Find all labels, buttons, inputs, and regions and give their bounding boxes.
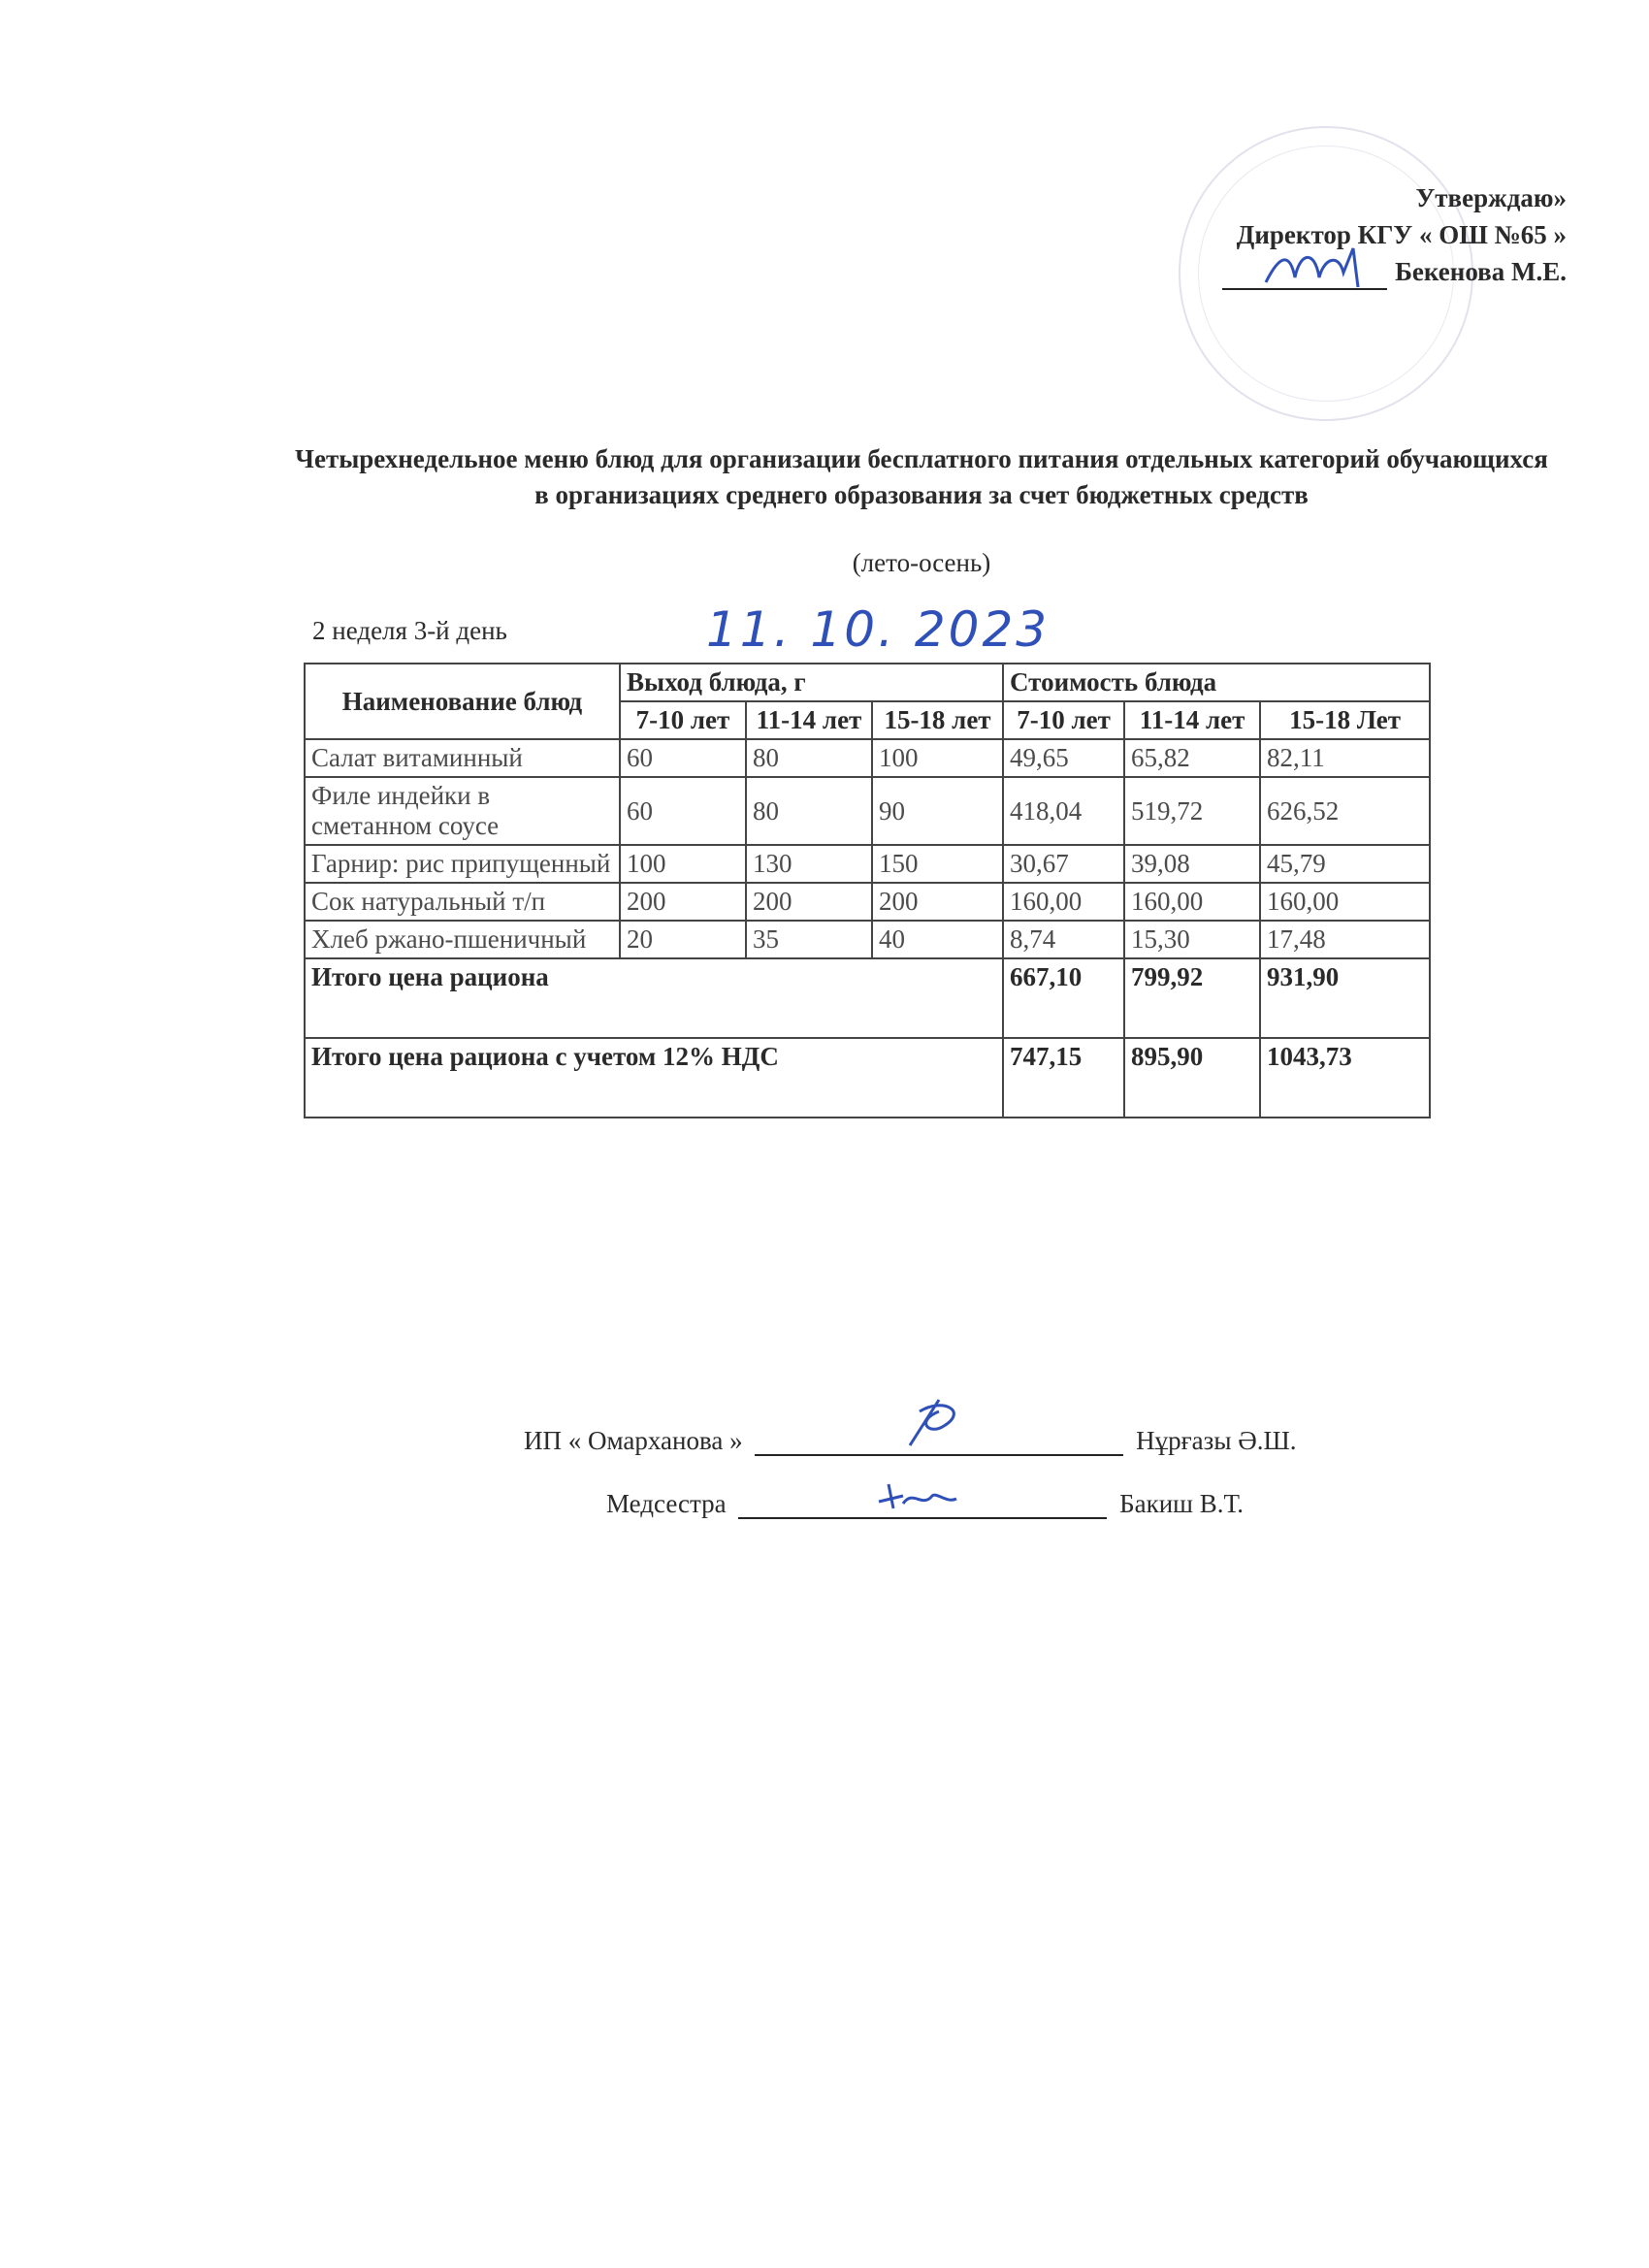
output-cell: 200 (872, 883, 1003, 921)
total-vat-value: 1043,73 (1260, 1038, 1430, 1118)
output-cell: 200 (620, 883, 746, 921)
season-label: (лето-осень) (852, 548, 991, 577)
total-vat-label: Итого цена рациона с учетом 12% НДС (305, 1038, 1003, 1118)
output-cell: 60 (620, 777, 746, 845)
approval-signature-line (1222, 253, 1567, 290)
approval-line1: Утверждаю» (1415, 183, 1567, 212)
cost-cell: 30,67 (1003, 845, 1124, 883)
cost-cell: 82,11 (1260, 739, 1430, 777)
header-age: 15-18 Лет (1260, 701, 1430, 739)
nurse-signature-line (738, 1492, 1107, 1519)
supplier-name: Нұрғазы Ә.Ш. (1136, 1426, 1297, 1455)
nurse-name: Бакиш В.Т. (1119, 1489, 1244, 1518)
table-header-row (305, 664, 1430, 701)
output-cell: 80 (746, 777, 872, 845)
total-value: 799,92 (1124, 958, 1260, 1038)
header-age: 7-10 лет (1003, 701, 1124, 739)
cost-cell: 626,52 (1260, 777, 1430, 845)
cost-cell: 45,79 (1260, 845, 1430, 883)
output-cell: 40 (872, 921, 1003, 958)
document-title: Четырехнедельное меню блюд для организации бесплатного питания отдельных категорий обучающихся в организациях среднего образования за счет бюджетных средств (295, 444, 1548, 509)
output-cell: 60 (620, 739, 746, 777)
header-age: 7-10 лет (620, 701, 746, 739)
header-output: Выход блюда, г (620, 664, 1003, 701)
total-vat-value: 747,15 (1003, 1038, 1124, 1118)
supplier-label: ИП « Омарханова » (524, 1426, 743, 1455)
header-age: 11-14 лет (746, 701, 872, 739)
output-cell: 200 (746, 883, 872, 921)
supplier-signature-row (524, 1426, 1296, 1456)
handwritten-date: 11. 10. 2023 (706, 601, 1051, 658)
header-dish-name: Наименование блюд (305, 664, 620, 739)
output-cell: 20 (620, 921, 746, 958)
approval-block (1222, 179, 1567, 290)
cost-cell: 15,30 (1124, 921, 1260, 958)
table-row (305, 845, 1430, 883)
cost-cell: 160,00 (1260, 883, 1430, 921)
table-row (305, 883, 1430, 921)
total-row (305, 958, 1430, 1038)
director-name: Бекенова М.Е. (1395, 257, 1567, 286)
table-row (305, 777, 1430, 845)
cost-cell: 65,82 (1124, 739, 1260, 777)
signature-scrawl-icon (874, 1474, 961, 1513)
output-cell: 150 (872, 845, 1003, 883)
cost-cell: 39,08 (1124, 845, 1260, 883)
supplier-signature-line (755, 1429, 1123, 1456)
dish-name: Сок натуральный т/п (305, 883, 620, 921)
table-row (305, 921, 1430, 958)
dish-name: Хлеб ржано-пшеничный (305, 921, 620, 958)
cost-cell: 160,00 (1124, 883, 1260, 921)
signature-scrawl-icon (900, 1392, 987, 1450)
output-cell: 90 (872, 777, 1003, 845)
output-cell: 80 (746, 739, 872, 777)
dish-name: Салат витаминный (305, 739, 620, 777)
dish-name: Филе индейки в сметанном соусе (305, 777, 620, 845)
total-vat-row (305, 1038, 1430, 1118)
day-label: 2 неделя 3-й день (312, 616, 507, 645)
total-vat-value: 895,90 (1124, 1038, 1260, 1118)
header-age: 11-14 лет (1124, 701, 1260, 739)
signature-scrawl-icon (1261, 243, 1377, 292)
header-cost: Стоимость блюда (1003, 664, 1430, 701)
cost-cell: 8,74 (1003, 921, 1124, 958)
output-cell: 35 (746, 921, 872, 958)
menu-table (304, 663, 1431, 1118)
header-age: 15-18 лет (872, 701, 1003, 739)
total-value: 667,10 (1003, 958, 1124, 1038)
cost-cell: 418,04 (1003, 777, 1124, 845)
nurse-label: Медсестра (606, 1489, 727, 1518)
cost-cell: 519,72 (1124, 777, 1260, 845)
output-cell: 130 (746, 845, 872, 883)
cost-cell: 49,65 (1003, 739, 1124, 777)
approval-line2: Директор КГУ « ОШ №65 » (1236, 220, 1567, 249)
dish-name: Гарнир: рис припущенный (305, 845, 620, 883)
director-signature (1222, 259, 1387, 290)
total-value: 931,90 (1260, 958, 1430, 1038)
total-label: Итого цена рациона (305, 958, 1003, 1038)
table-row (305, 739, 1430, 777)
output-cell: 100 (620, 845, 746, 883)
cost-cell: 160,00 (1003, 883, 1124, 921)
nurse-signature-row (606, 1489, 1244, 1519)
cost-cell: 17,48 (1260, 921, 1430, 958)
output-cell: 100 (872, 739, 1003, 777)
